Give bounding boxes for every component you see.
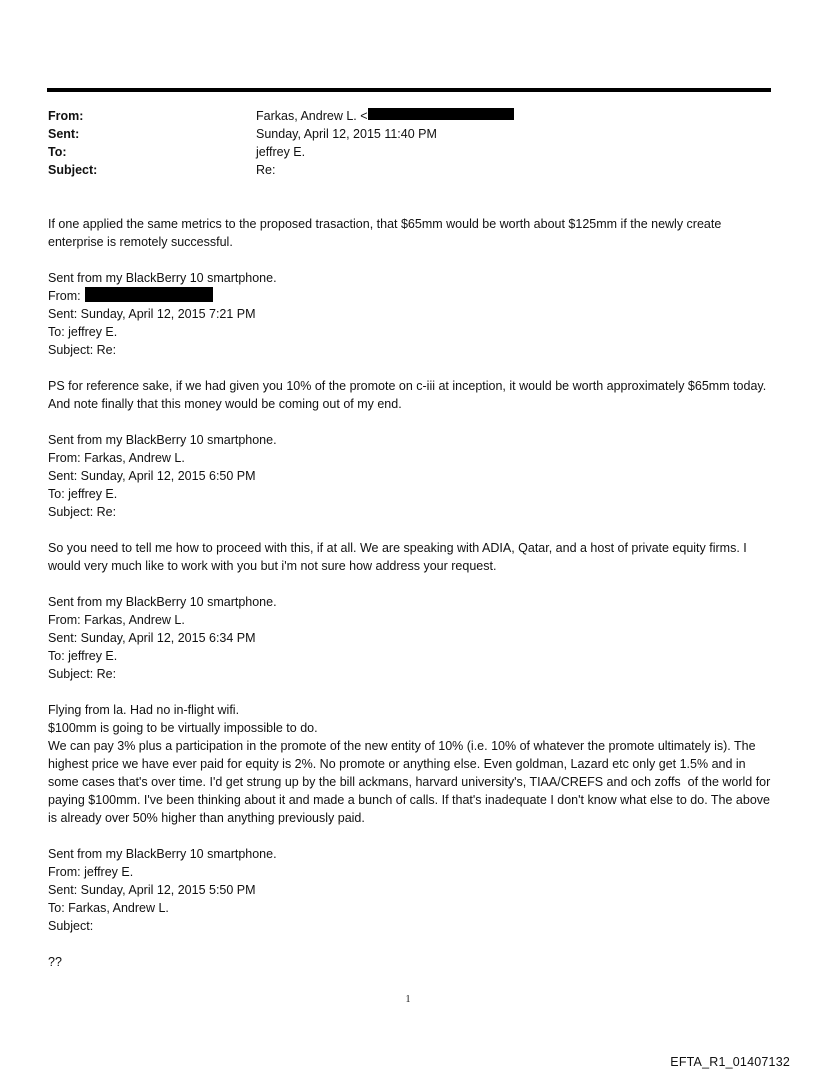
redaction-box [85, 287, 213, 302]
to-value: jeffrey E. [256, 145, 306, 159]
signature-line: Sent from my BlackBerry 10 smartphone. [48, 595, 277, 609]
message-body: PS for reference sake, if we had given you 10% of the promote on c-iii at inception, it would be worth approximately $65mm today. And note finally that this money would be coming out of my end. [48, 379, 769, 411]
email-header [48, 107, 768, 179]
quoted-subject: Subject: Re: [48, 505, 117, 519]
quoted-to: To: jeffrey E. [48, 649, 118, 663]
header-subject-row [48, 161, 768, 179]
quoted-header [48, 269, 776, 359]
message-body: If one applied the same metrics to the proposed trasaction, that $65mm would be worth about $125mm if the newly create enterprise is remotely successful. [48, 217, 725, 249]
sent-label: Sent: [48, 127, 80, 141]
quoted-sent: Sent: Sunday, April 12, 2015 6:50 PM [48, 469, 256, 483]
header-sent-row [48, 125, 768, 143]
quoted-subject: Subject: [48, 919, 94, 933]
signature-line: Sent from my BlackBerry 10 smartphone. [48, 271, 277, 285]
quoted-subject: Subject: Re: [48, 343, 117, 357]
to-label: To: [48, 145, 67, 159]
signature-line: Sent from my BlackBerry 10 smartphone. [48, 847, 277, 861]
from-value: Farkas, Andrew L. < [256, 109, 368, 123]
redaction-box [368, 108, 514, 120]
header-to-row [48, 143, 768, 161]
final-message-body: ?? [48, 955, 62, 969]
quoted-header [48, 431, 776, 521]
quoted-from: From: [48, 289, 81, 303]
message-body: So you need to tell me how to proceed with this, if at all. We are speaking with ADIA, Qatar, and a host of private equity firms. I would very much like to work with you but i'm not sure how address your request. [48, 541, 751, 573]
quoted-to: To: jeffrey E. [48, 325, 118, 339]
quoted-header [48, 593, 776, 683]
page-number: 1 [405, 994, 411, 1005]
sent-value: Sunday, April 12, 2015 11:40 PM [256, 127, 437, 141]
quoted-from: From: jeffrey E. [48, 865, 134, 879]
subject-label: Subject: [48, 163, 98, 177]
quoted-subject: Subject: Re: [48, 667, 117, 681]
quoted-to: To: Farkas, Andrew L. [48, 901, 169, 915]
quoted-from: From: Farkas, Andrew L. [48, 613, 185, 627]
quoted-header [48, 845, 776, 935]
quoted-from: From: Farkas, Andrew L. [48, 451, 185, 465]
signature-line: Sent from my BlackBerry 10 smartphone. [48, 433, 277, 447]
message-body: Flying from la. Had no in-flight wifi. $100mm is going to be virtually impossible to do. We can pay 3% plus a participation in the promote of the new entity of 10% (i.e. 10% of whatever the promote ultimately is). The highest price we have ever paid for equity is 2%. No promote or anything else. Even goldman, Lazard etc only get 1.5% and in some cases that's over time. I'd get strung up by the bill ackmans, harvard university's, TIAA/CREFS and och zoffs of the world for paying $100mm. I've been thinking about it and made a bunch of calls. If that's inadequate I don't know what else to do. The above is already over 50% higher than anything previously paid. [48, 703, 771, 825]
from-label: From: [48, 109, 84, 123]
quoted-from-row [48, 287, 776, 305]
quoted-sent: Sent: Sunday, April 12, 2015 6:34 PM [48, 631, 256, 645]
quoted-sent: Sent: Sunday, April 12, 2015 7:21 PM [48, 307, 256, 321]
quoted-to: To: jeffrey E. [48, 487, 118, 501]
document-id: EFTA_R1_01407132 [670, 1055, 790, 1069]
header-rule [47, 88, 771, 92]
subject-value: Re: [256, 163, 276, 177]
quoted-sent: Sent: Sunday, April 12, 2015 5:50 PM [48, 883, 256, 897]
email-body [48, 215, 776, 989]
header-from-row [48, 107, 768, 125]
